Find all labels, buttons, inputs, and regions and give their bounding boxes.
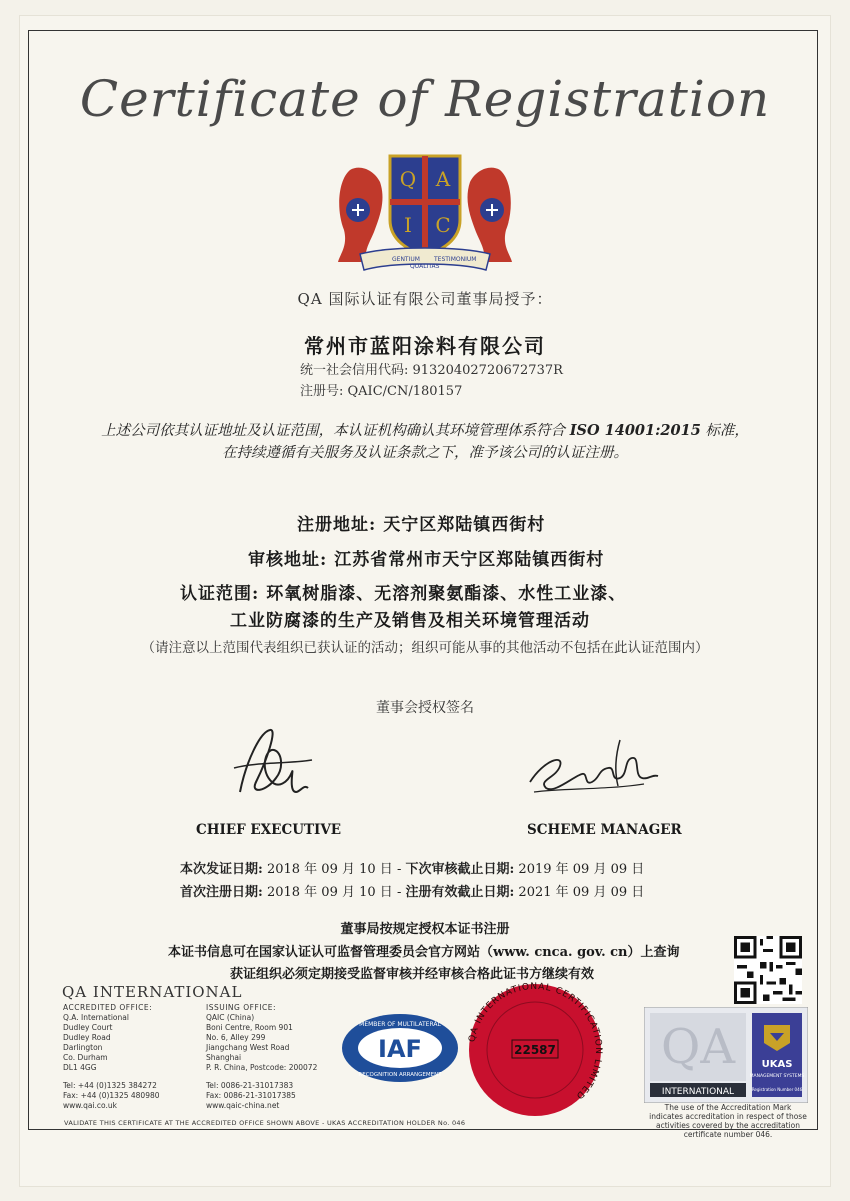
accreditation-note: The use of the Accreditation Mark indicates accreditation in respect of those activities covered by the accreditation certificate number 046. [649, 1103, 807, 1139]
certification-seal [452, 982, 618, 1118]
registration-number: 注册号: QAIC/CN/180157 [300, 384, 463, 399]
crest-letter-q: Q [399, 167, 417, 191]
qa-box-label: INTERNATIONAL [661, 1087, 735, 1097]
accredited-office-heading: ACCREDITED OFFICE: [63, 1003, 153, 1012]
ukas-reg: Registration Number 046 [751, 1087, 803, 1092]
valid-until-value: 2021 年 09 月 09 日 [518, 885, 645, 900]
accredited-contact: www.qai.co.uk [63, 1101, 117, 1110]
issuing-line: Shanghai [206, 1053, 242, 1062]
issuing-contact: Tel: 0086-21-31017383 [206, 1081, 294, 1090]
issuing-line: No. 6, Alley 299 [206, 1033, 266, 1042]
next-audit-label: 下次审核截止日期: [405, 862, 515, 877]
qr-code [734, 936, 802, 1004]
accredited-line: Co. Durham [63, 1053, 108, 1062]
issue-date-value: 2018 年 09 月 10 日 [266, 862, 393, 877]
accredited-line: Dudley Road [63, 1033, 111, 1042]
next-audit-value: 2019 年 09 月 09 日 [518, 862, 645, 877]
statement-line-1: 上述公司依其认证地址及认证范围，本认证机构确认其环境管理体系符合 ISO 14001:2015 标准， [101, 422, 749, 439]
crest-motto-1: GENTIUM [392, 256, 420, 263]
issuing-line: Jiangchang West Road [206, 1043, 290, 1052]
scheme-manager-title: SCHEME MANAGER [527, 822, 682, 838]
standard-name: ISO 14001:2015 [569, 422, 701, 439]
scope-line-1: 认证范围: 环氧树脂漆、无溶剂聚氨酯漆、水性工业漆、 [180, 584, 627, 604]
crest-letter-a: A [435, 167, 451, 191]
first-reg-row: 首次注册日期: 2018 年 09 月 10 日 - 注册有效截止日期: 2021 年 09 月 09 日 [180, 885, 645, 900]
first-reg-value: 2018 年 09 月 10 日 [266, 885, 393, 900]
accredited-office-block [63, 1003, 160, 1111]
registered-address: 注册地址: 天宁区郑陆镇西街村 [297, 515, 546, 535]
accredited-line: Darlington [63, 1043, 103, 1052]
scope-note: （请注意以上范围代表组织已获认证的活动；组织可能从事的其他活动不包括在此认证范围内） [141, 640, 709, 656]
crest-motto-2: TESTIMONIUM [434, 256, 477, 263]
issuing-contact: www.qaic-china.net [206, 1101, 280, 1110]
qaic-crest-emblem [330, 150, 520, 276]
accredited-line: Dudley Court [63, 1023, 113, 1032]
issuing-line: QAIC (China) [206, 1013, 255, 1022]
issuing-office-block [206, 1003, 317, 1111]
crest-letter-i: I [404, 213, 412, 237]
issuing-line: P. R. China, Postcode: 200072 [206, 1063, 318, 1072]
qa-international-name: QA INTERNATIONAL [62, 983, 243, 1001]
accredited-contact: Tel: +44 (0)1325 384272 [63, 1081, 157, 1090]
issuing-contact: Fax: 0086-21-31017385 [206, 1091, 296, 1100]
ukas-label: UKAS [761, 1059, 793, 1070]
footer-line-3: 获证组织必须定期接受监督审核并经审核合格此证书方继续有效 [230, 967, 595, 982]
svg-text:QA: QA [660, 1019, 736, 1075]
iaf-mark [340, 1012, 460, 1084]
audit-address: 审核地址: 江苏省常州市天宁区郑陆镇西街村 [248, 550, 605, 570]
chief-executive-title: CHIEF EXECUTIVE [196, 822, 342, 838]
ukas-sub: MANAGEMENT SYSTEMS [749, 1074, 805, 1079]
credit-code: 统一社会信用代码: 91320402720672737R [300, 363, 563, 378]
conformity-statement [0, 420, 850, 464]
qa-ukas-mark [644, 1007, 808, 1103]
certificate-title: Certificate of Registration [79, 70, 771, 128]
seal-text: QA INTERNATIONAL CERTIFICATION LIMITED [467, 982, 604, 1102]
issue-date-label: 本次发证日期: [180, 862, 263, 877]
crest-letter-c: C [435, 213, 451, 237]
statement-line-2: 在持续遵循有关服务及认证条款之下，准予该公司的认证注册。 [222, 445, 628, 461]
chief-executive-signature [226, 722, 346, 802]
issue-date-row: 本次发证日期: 2018 年 09 月 10 日 - 下次审核截止日期: 2019 年 09 月 09 日 [180, 862, 645, 877]
accredited-contact: Fax: +44 (0)1325 480980 [63, 1091, 160, 1100]
iaf-letters: IAF [378, 1035, 422, 1063]
iaf-bottom-text: RECOGNITION ARRANGEMENT [358, 1072, 442, 1078]
issuing-office-heading: ISSUING OFFICE: [206, 1003, 276, 1012]
footer-line-1: 董事局按规定授权本证书注册 [340, 922, 510, 937]
scheme-manager-signature [524, 730, 664, 810]
valid-until-label: 注册有效截止日期: [405, 885, 515, 900]
seal-number: 22587 [514, 1043, 556, 1057]
first-reg-label: 首次注册日期: [180, 885, 263, 900]
footer-line-2: 本证书信息可在国家认证认可监督管理委员会官方网站（www. cnca. gov. cn）上查询 [168, 945, 680, 960]
crest-motto-3: QUALITAS [410, 263, 440, 270]
signature-caption: 董事会授权签名 [376, 700, 474, 716]
accredited-line: DL1 4GG [63, 1063, 97, 1072]
accredited-line: Q.A. International [63, 1013, 129, 1022]
validate-text: VALIDATE THIS CERTIFICATE AT THE ACCREDITED OFFICE SHOWN ABOVE - UKAS ACCREDITATION HOLDER No. 046 [64, 1119, 466, 1127]
scope-line-2: 工业防腐漆的生产及销售及相关环境管理活动 [230, 611, 590, 631]
issuing-line: Boni Centre, Room 901 [206, 1023, 293, 1032]
grant-line: QA 国际认证有限公司董事局授予： [297, 290, 553, 308]
company-name: 常州市蓝阳涂料有限公司 [304, 334, 546, 358]
iaf-top-text: MEMBER OF MULTILATERAL [359, 1021, 441, 1028]
